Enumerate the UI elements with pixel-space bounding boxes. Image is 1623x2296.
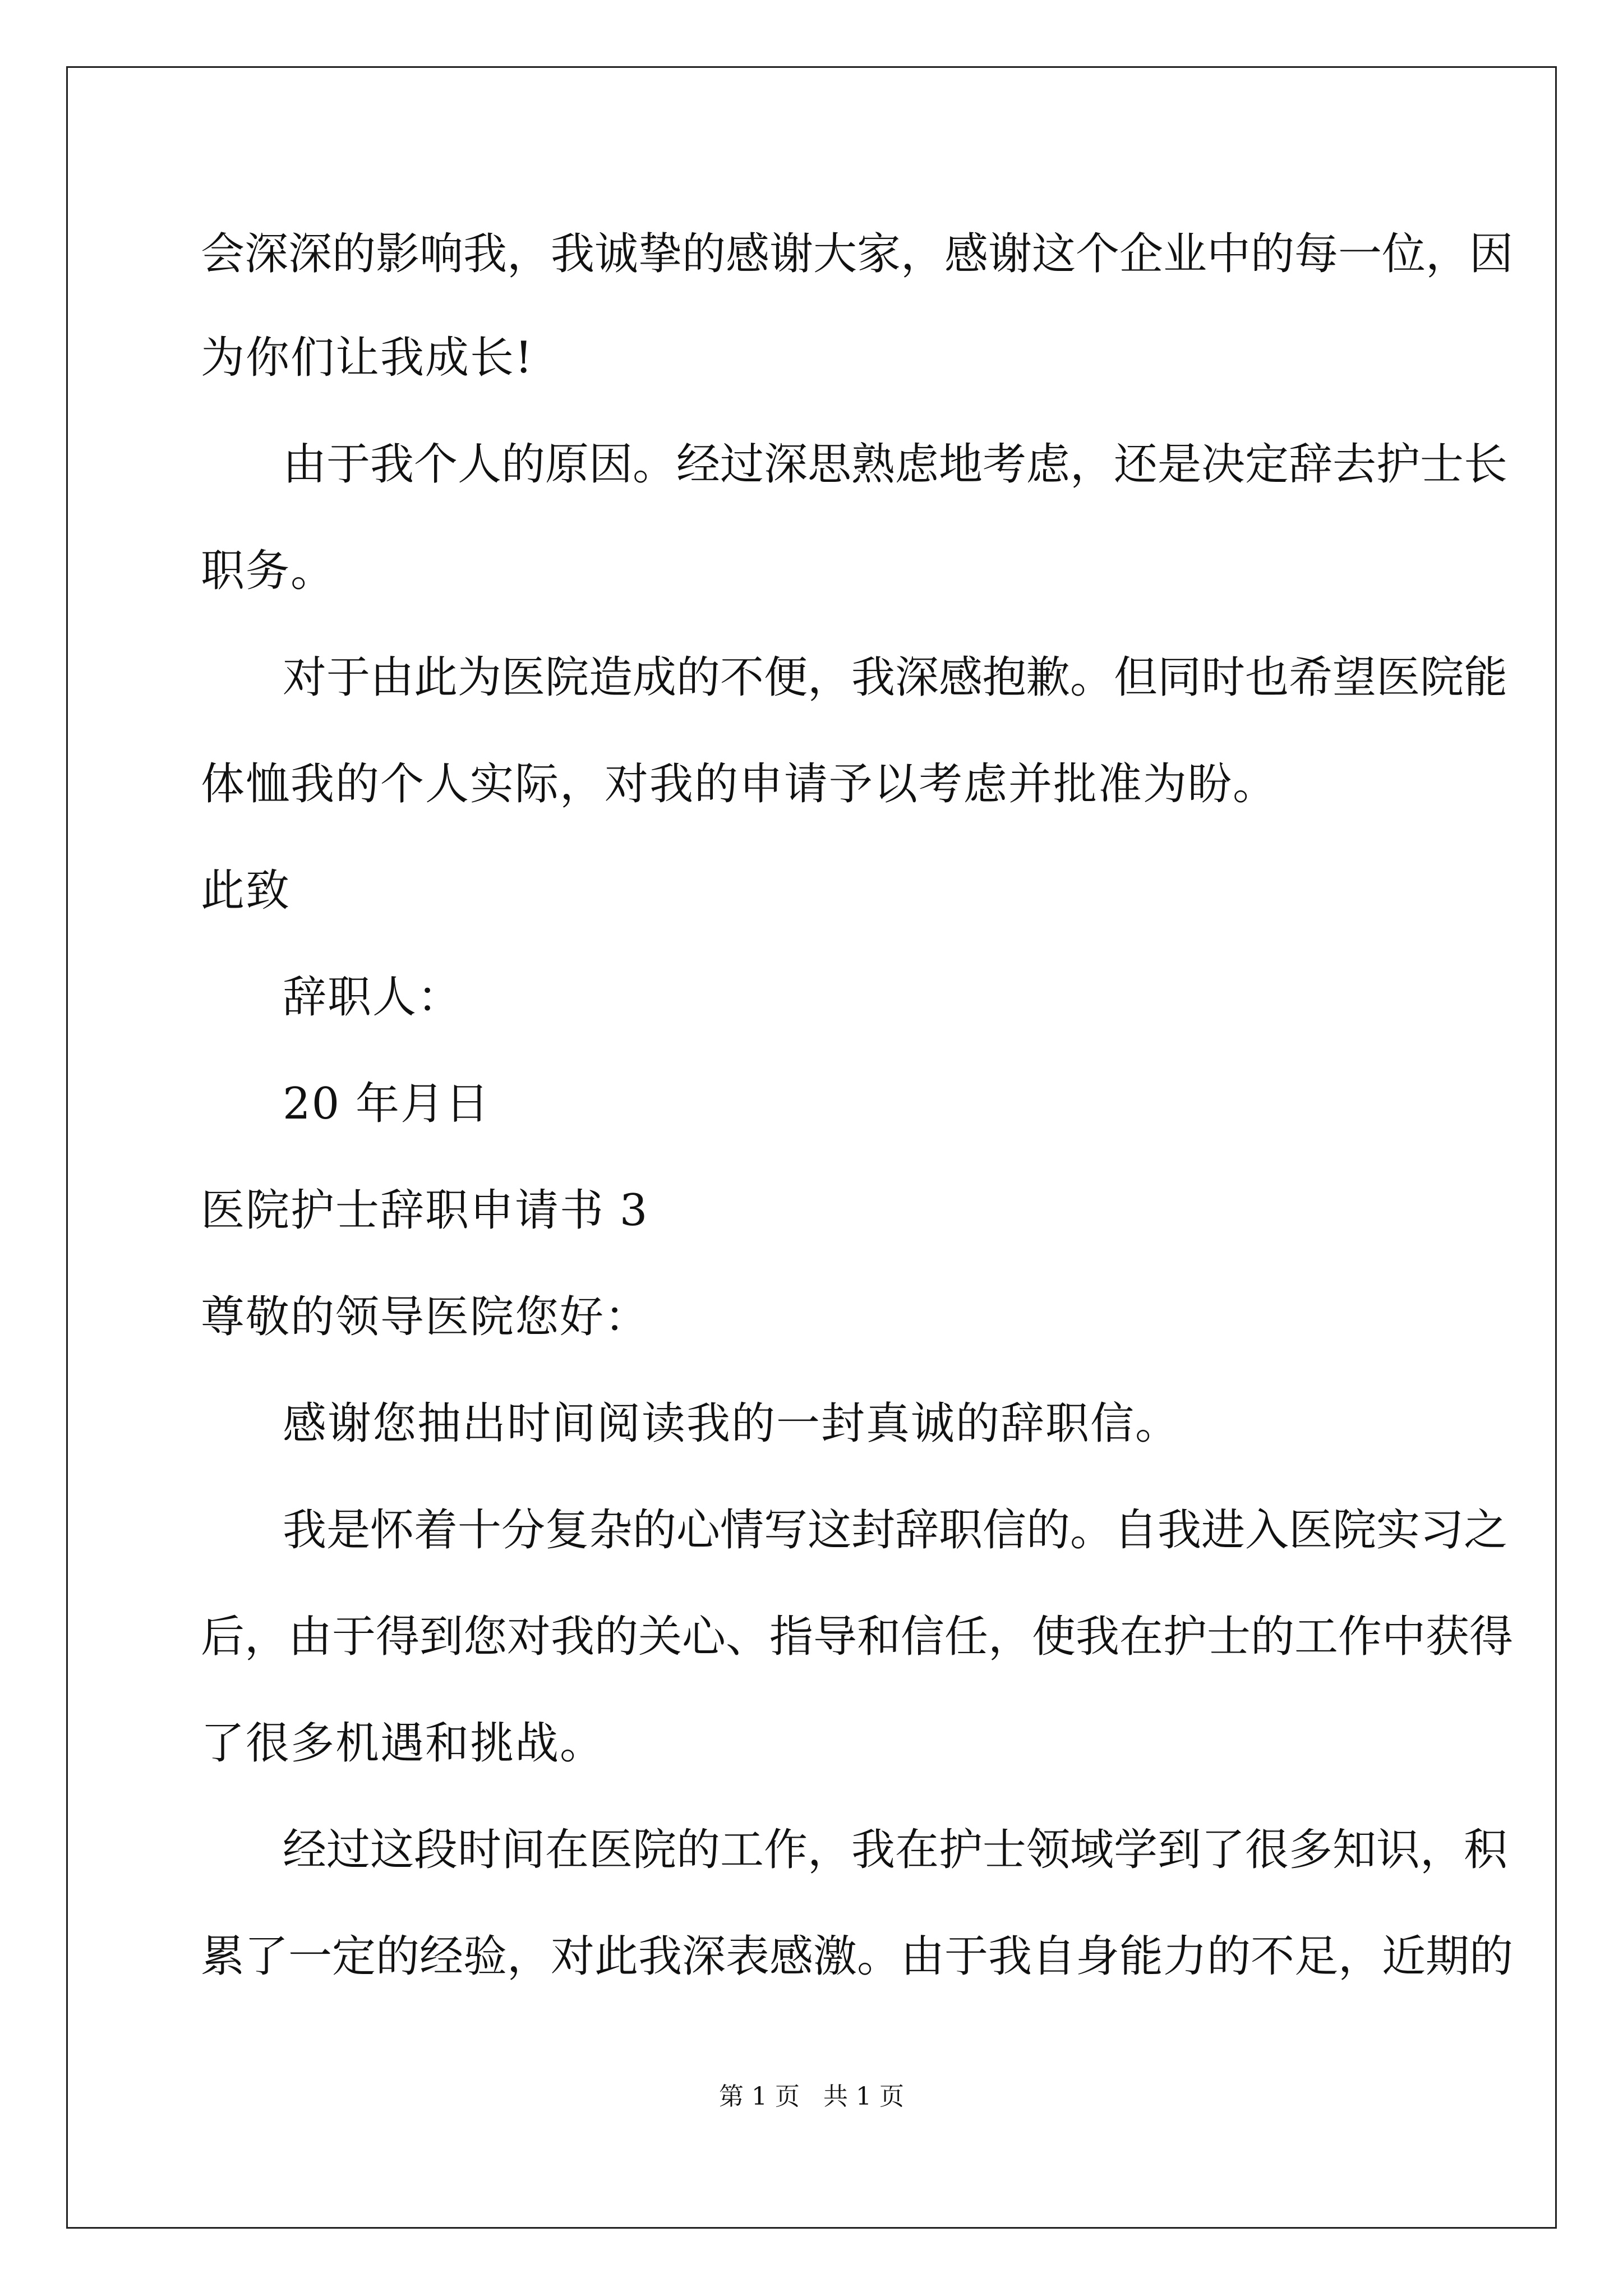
body-line-4: 职务。 [201, 546, 336, 596]
body-line-12: 累了一定的经验，对此我深表感激。由于我自身能力的不足，近期的 [201, 1931, 1514, 1982]
greeting: 尊敬的领导医院您好： [201, 1292, 650, 1342]
body-line-5: 对于由此为医院造成的不便，我深感抱歉。但同时也希望医院能 [283, 652, 1508, 703]
body-line-11: 经过这段时间在医院的工作，我在护士领域学到了很多知识，积 [283, 1825, 1508, 1875]
salutation-closing: 此致 [201, 866, 291, 916]
body-line-1: 会深深的影响我，我诚挚的感谢大家，感谢这个企业中的每一位，因 [201, 229, 1514, 279]
body-line-7: 感谢您抽出时间阅读我的一封真诚的辞职信。 [283, 1398, 1181, 1449]
page-number-total: 共 1 页 [823, 2082, 904, 2111]
body-line-9: 后，由于得到您对我的关心、指导和信任，使我在护士的工作中获得 [201, 1612, 1514, 1662]
page-footer [0, 2081, 1623, 2113]
body-line-10: 了很多机遇和挑战。 [201, 1718, 605, 1769]
body-line-3: 由于我个人的原因。经过深思熟虑地考虑，还是决定辞去护士长 [283, 439, 1508, 490]
page-frame [66, 66, 1557, 2229]
body-line-2: 为你们让我成长! [201, 333, 534, 383]
body-line-6: 体恤我的个人实际，对我的申请予以考虑并批准为盼。 [201, 759, 1278, 809]
signer-label: 辞职人： [283, 972, 463, 1023]
section-heading: 医院护士辞职申请书 3 [201, 1185, 649, 1236]
date-line: 20 年月日 [283, 1079, 491, 1129]
page-number-current: 第 1 页 [719, 2082, 800, 2111]
body-line-8: 我是怀着十分复杂的心情写这封辞职信的。自我进入医院实习之 [283, 1505, 1508, 1556]
